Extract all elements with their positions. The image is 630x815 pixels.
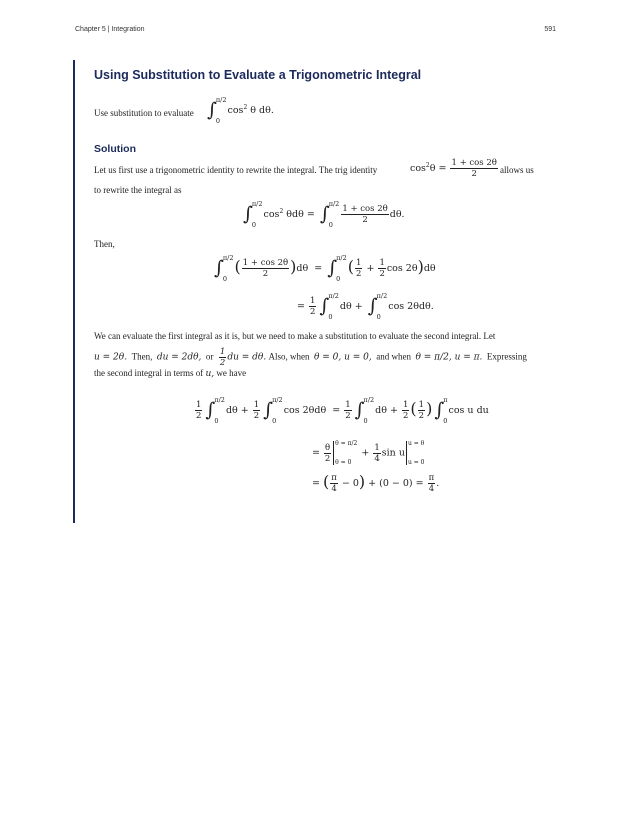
equation-split-1: ∫ π/2 0 ( $\frac{1 + \cos 2\theta}{2}$ )dθ = ∫ π/2 0 ( $\frac{1}{2}$ + $\frac{1}{2}$ cos 2θ)dθ [214,253,436,283]
equation-final-2: = $\frac{\theta}{2}$ θ = π/2 θ = 0 + $\frac{1}{4}$ sin u u = θ u = 0 [312,440,425,466]
trig-identity-formula: $\cos^2\theta$ = $\frac{1 + \cos 2\theta}{2}$ [410,158,497,179]
equation-split-2: = $\frac{1}{2}$ ∫ π/2 0 dθ + ∫ π/2 0 cos 2θdθ. [297,291,434,321]
paragraph-substitution: We can evaluate the first integral as it is, but we need to make a substitution to evaluate the second integral. Let [94,331,496,341]
then-label: Then, [94,239,115,249]
example-title: Using Substitution to Evaluate a Trigonometric Integral [94,68,422,82]
equation-rewrite: ∫ π/2 0 $\cos^2 \theta d\theta$ = ∫ π/2 0 $\frac{1 + \cos 2\theta}{2}$ dθ. [243,199,405,229]
paragraph-substitution-line2: u = 2θ. Then, du = 2dθ, or $\frac{1}{2}$ du = dθ. Also, when θ = 0, u = 0, and when θ = π/2, u = π. Expressing [94,347,527,368]
example-prompt: Use substitution to evaluate [94,108,194,118]
paragraph-terms-of-u: the second integral in terms of u, we have [94,368,247,379]
solution-heading: Solution [94,143,136,155]
prompt-integral: ∫ π/2 0 $\cos^2 \theta$ dθ. [207,95,274,125]
example-left-border [73,60,75,523]
paragraph-identity: Let us first use a trigonometric identity to rewrite the integral. The trig identity [94,165,378,175]
running-header-chapter: Chapter 5 | Integration [75,26,145,33]
page-number: 591 [544,26,556,33]
paragraph-rewrite: to rewrite the integral as [94,185,182,195]
equation-final-3: = ( $\frac{\pi}{4}$ − 0) + (0 − 0) = $\frac{\pi}{4}$ . [312,472,440,494]
paragraph-identity-end: allows us [500,165,534,175]
equation-final-1: $\frac{1}{2}$ ∫ π/2 0 dθ + $\frac{1}{2}$ ∫ π/2 0 cos 2θdθ = $\frac{1}{2}$ ∫ π/2 0 dθ + $\frac{1}{2}$ ( $\frac{1}{2}$ ) ∫ π 0 cos u du [196,395,489,425]
